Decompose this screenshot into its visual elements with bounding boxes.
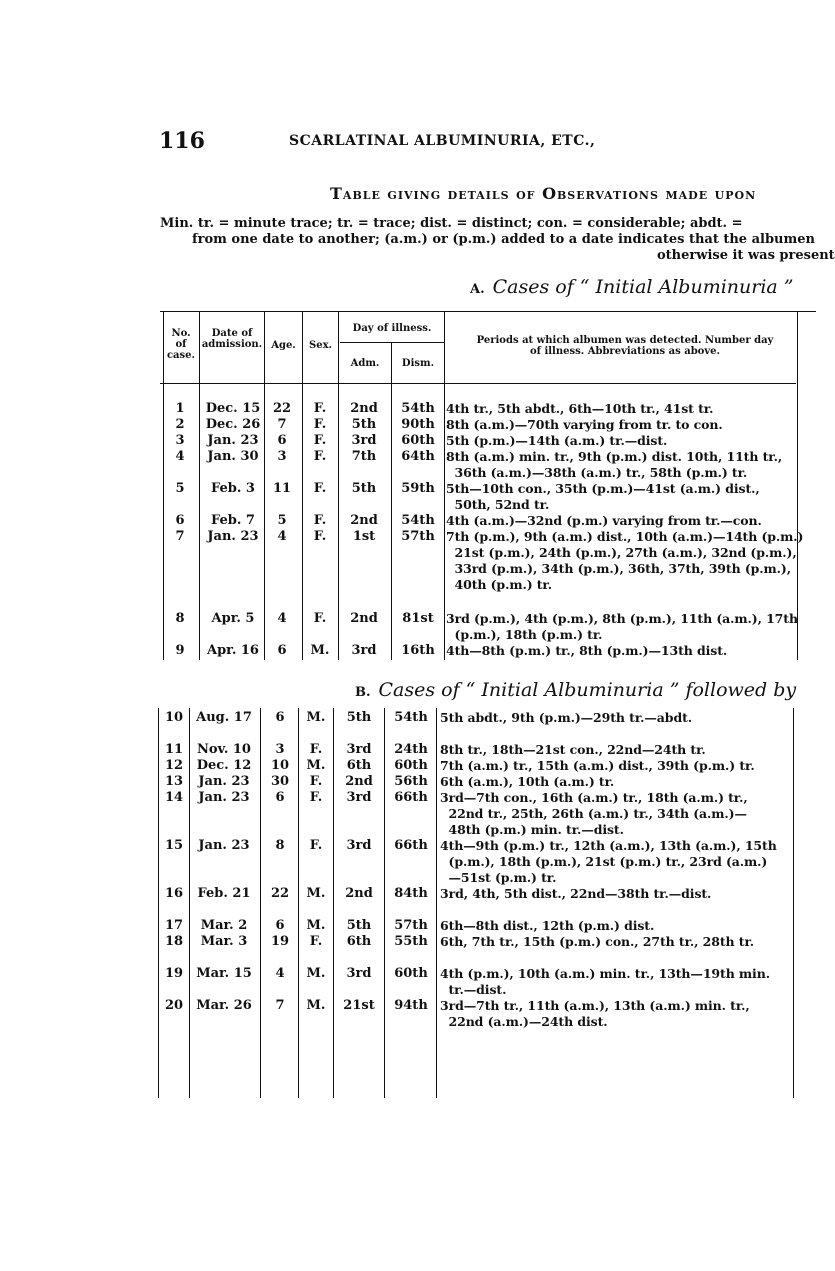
periods-line: 7th (a.m.) tr., 15th (a.m.) dist., 39th (p.m.) tr. [440,758,755,773]
day-dismissed: 81st [402,611,434,626]
case-number: 6 [175,513,185,528]
periods-line: 3rd—7th tr., 11th (a.m.), 13th (a.m.) min. tr., [440,998,750,1013]
admission-date: Dec. 12 [196,758,252,773]
age: 6 [275,918,285,933]
sex: F. [309,790,323,805]
day-dismissed: 60th [401,433,435,448]
age: 6 [275,710,285,725]
col-line-b5 [333,708,334,1098]
day-dismissed: 60th [394,758,428,773]
day-dismissed: 57th [394,918,428,933]
admission-date: Mar. 2 [200,918,248,933]
case-number: 5 [175,481,185,496]
periods-line: 5th abdt., 9th (p.m.)—29th tr.—abdt. [440,710,693,725]
section-a-heading [470,276,794,298]
periods-line: 3rd, 4th, 5th dist., 22nd—38th tr.—dist. [440,886,712,901]
age: 11 [272,481,292,496]
periods-line: 6th, 7th tr., 15th (p.m.) con., 27th tr., 28th tr. [440,934,755,949]
day-dismissed: 16th [401,643,435,658]
admission-date: Nov. 10 [197,742,251,757]
admission-date: Jan. 23 [198,790,250,805]
age: 3 [275,742,285,757]
periods-line: 4th tr., 5th abdt., 6th—10th tr., 41st tr. [446,401,714,416]
case-number: 19 [164,966,184,981]
sex: F. [313,529,327,544]
day-admitted: 6th [346,758,372,773]
section-a-letter: A. [470,282,485,297]
admission-date: Feb. 3 [211,481,255,496]
periods-line: 21st (p.m.), 24th (p.m.), 27th (a.m.), 32nd (p.m.), [446,545,797,560]
day-dismissed: 57th [401,529,435,544]
col-line-6 [391,342,392,660]
case-number: 15 [164,838,184,853]
day-of-illness-rule [340,342,445,343]
day-admitted: 3rd [346,742,372,757]
day-dismissed: 84th [394,886,428,901]
day-dismissed: 56th [394,774,428,789]
admission-date: Jan. 23 [207,529,259,544]
case-number: 14 [164,790,184,805]
day-dismissed: 66th [394,790,428,805]
case-number: 20 [164,998,184,1013]
admission-date: Aug. 17 [196,710,252,725]
periods-line: 8th tr., 18th—21st con., 22nd—24th tr. [440,742,706,757]
admission-date: Mar. 3 [200,934,248,949]
day-dismissed: 64th [401,449,435,464]
sex: M. [306,918,326,933]
periods-line: 4th (p.m.), 10th (a.m.) min. tr., 13th—19th min. [440,966,770,981]
age: 22 [270,886,290,901]
col-line-b6 [384,708,385,1098]
table-top-rule [160,311,816,312]
age: 4 [277,529,287,544]
col-line-5 [338,311,339,660]
periods-line: 8th (a.m.) min. tr., 9th (p.m.) dist. 10th, 11th tr., [446,449,783,464]
sex: F. [309,774,323,789]
day-admitted: 2nd [350,513,378,528]
sex: F. [313,401,327,416]
case-number: 7 [175,529,185,544]
case-number: 17 [164,918,184,933]
age: 7 [275,998,285,1013]
age: 4 [275,966,285,981]
periods-line: —51st (p.m.) tr. [440,870,557,885]
day-admitted: 5th [351,481,377,496]
day-admitted: 3rd [351,643,377,658]
case-number: 18 [164,934,184,949]
admission-date: Jan. 23 [198,838,250,853]
case-number: 8 [175,611,185,626]
sex: M. [306,998,326,1013]
sex: F. [309,934,323,949]
day-admitted: 1st [352,529,376,544]
col-line-b3 [260,708,261,1098]
age: 10 [270,758,290,773]
case-number: 3 [175,433,185,448]
age: 8 [275,838,285,853]
sex: M. [306,886,326,901]
periods-line: 22nd tr., 25th, 26th (a.m.) tr., 34th (a.m.)— [440,806,747,821]
admission-date: Dec. 26 [205,417,261,432]
admission-date: Feb. 21 [197,886,251,901]
legend-line-2: from one date to another; (a.m.) or (p.m.) added to a date indicates that the albumen [192,232,815,247]
age: 5 [277,513,287,528]
header-periods: Periods at which albumen was detected. Number day of illness. Abbreviations as above. [476,335,774,357]
sex: M. [306,966,326,981]
col-line-b8 [793,708,794,1098]
periods-line: (p.m.), 18th (p.m.), 21st (p.m.) tr., 23rd (a.m.) [440,854,768,869]
periods-line: 36th (a.m.)—38th (a.m.) tr., 58th (p.m.) tr. [446,465,748,480]
periods-line: 33rd (p.m.), 34th (p.m.), 36th, 37th, 39th (p.m.), [446,561,791,576]
periods-line: 48th (p.m.) min. tr.—dist. [440,822,624,837]
admission-date: Apr. 16 [207,643,259,658]
age: 4 [277,611,287,626]
periods-line: (p.m.), 18th (p.m.) tr. [446,627,603,642]
day-admitted: 5th [346,918,372,933]
admission-date: Jan. 30 [207,449,259,464]
periods-line: 7th (p.m.), 9th (a.m.) dist., 10th (a.m.)—14th (p.m.) [446,529,804,544]
periods-line: 6th—8th dist., 12th (p.m.) dist. [440,918,655,933]
admission-date: Apr. 5 [211,611,255,626]
sex: M. [310,643,330,658]
age: 3 [277,449,287,464]
periods-line: 5th (p.m.)—14th (a.m.) tr.—dist. [446,433,668,448]
case-number: 11 [164,742,184,757]
admission-date: Dec. 15 [205,401,261,416]
day-admitted: 2nd [345,886,373,901]
day-dismissed: 54th [401,401,435,416]
sex: F. [313,611,327,626]
header-date: Date of admission. [201,328,263,350]
periods-line: 3rd—7th con., 16th (a.m.) tr., 18th (a.m.) tr., [440,790,748,805]
section-b-title: Cases of “ Initial Albuminuria ” followed by [378,679,797,701]
periods-line: 40th (p.m.) tr. [446,577,553,592]
age: 6 [277,643,287,658]
periods-line: 3rd (p.m.), 4th (p.m.), 8th (p.m.), 11th (a.m.), 17th [446,611,798,626]
day-dismissed: 94th [394,998,428,1013]
legend-line-1: Min. tr. = minute trace; tr. = trace; dist. = distinct; con. = considerable; abdt. = [160,216,743,231]
case-number: 4 [175,449,185,464]
day-dismissed: 90th [401,417,435,432]
age: 22 [272,401,292,416]
age: 19 [270,934,290,949]
header-age: Age. [271,340,296,351]
case-number: 12 [164,758,184,773]
sex: F. [313,513,327,528]
sex: F. [313,481,327,496]
table-title: Table giving details of Observations made upon [330,184,757,203]
day-admitted: 3rd [346,966,372,981]
age: 6 [277,433,287,448]
periods-line: 4th (a.m.)—32nd (p.m.) varying from tr.—con. [446,513,762,528]
day-admitted: 21st [343,998,375,1013]
periods-line: 22nd (a.m.)—24th dist. [440,1014,608,1029]
admission-date: Mar. 26 [196,998,252,1013]
admission-date: Mar. 15 [196,966,252,981]
section-b-heading [355,679,796,701]
periods-line: 4th—9th (p.m.) tr., 12th (a.m.), 13th (a.m.), 15th [440,838,777,853]
day-admitted: 2nd [345,774,373,789]
case-number: 16 [164,886,184,901]
header-day-of-illness: Day of illness. [352,323,432,334]
day-dismissed: 60th [394,966,428,981]
case-number: 1 [175,401,185,416]
page-number: 116 [159,128,205,154]
case-number: 10 [164,710,184,725]
day-admitted: 3rd [351,433,377,448]
col-line-8 [797,311,798,660]
day-admitted: 3rd [346,838,372,853]
age: 6 [275,790,285,805]
legend-line-3: otherwise it was present [657,248,835,263]
case-number: 2 [175,417,185,432]
periods-line: 8th (a.m.)—70th varying from tr. to con. [446,417,723,432]
sex: F. [309,838,323,853]
day-admitted: 7th [351,449,377,464]
sex: F. [313,449,327,464]
section-b-letter: B. [355,685,371,700]
day-dismissed: 54th [401,513,435,528]
header-dism: Dism. [401,358,435,369]
age: 7 [277,417,287,432]
col-line-b7 [436,708,437,1098]
sex: M. [306,758,326,773]
day-admitted: 2nd [350,401,378,416]
sex: F. [309,742,323,757]
header-no: No. of case. [166,328,196,361]
day-dismissed: 55th [394,934,428,949]
periods-line: 50th, 52nd tr. [446,497,550,512]
admission-date: Jan. 23 [207,433,259,448]
age: 30 [270,774,290,789]
case-number: 13 [164,774,184,789]
sex: F. [313,417,327,432]
day-admitted: 3rd [346,790,372,805]
sex: M. [306,710,326,725]
day-dismissed: 54th [394,710,428,725]
day-admitted: 2nd [350,611,378,626]
col-line-7 [444,311,445,660]
running-head: SCARLATINAL ALBUMINURIA, ETC., [289,133,596,149]
day-admitted: 6th [346,934,372,949]
sex: F. [313,433,327,448]
periods-line: tr.—dist. [440,982,507,997]
admission-date: Jan. 23 [198,774,250,789]
periods-line: 5th—10th con., 35th (p.m.)—41st (a.m.) dist., [446,481,760,496]
header-sex: Sex. [308,340,333,351]
day-dismissed: 66th [394,838,428,853]
day-dismissed: 24th [394,742,428,757]
periods-line: 6th (a.m.), 10th (a.m.) tr. [440,774,615,789]
case-number: 9 [175,643,185,658]
header-adm: Adm. [350,358,380,369]
periods-line: 4th—8th (p.m.) tr., 8th (p.m.)—13th dist. [446,643,728,658]
day-admitted: 5th [351,417,377,432]
admission-date: Feb. 7 [211,513,255,528]
section-a-title: Cases of “ Initial Albuminuria ” [492,276,794,298]
day-dismissed: 59th [401,481,435,496]
header-bottom-rule [160,383,796,384]
day-admitted: 5th [346,710,372,725]
